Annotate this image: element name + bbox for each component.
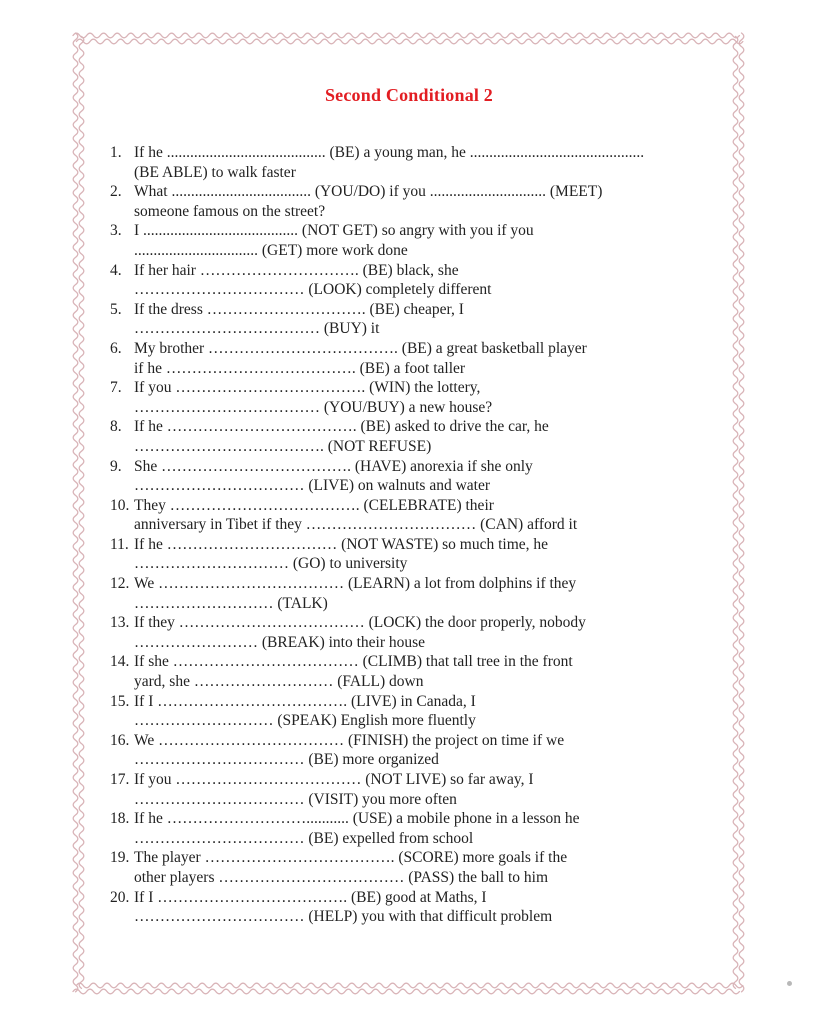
item-line: If her hair …………………………. (BE) black, she (134, 261, 459, 279)
item-line: We ……………………………… (LEARN) a lot from dolphins if they (134, 575, 577, 593)
item-line: If they ……………………………… (LOCK) the door properly, nobody (134, 614, 586, 632)
item-number: 8. (110, 418, 122, 436)
exercise-item (110, 535, 726, 574)
item-number: 7. (110, 379, 122, 397)
border-wave-line (79, 36, 84, 988)
exercise-item (110, 888, 726, 927)
item-line: ……………………………… (YOU/BUY) a new house? (134, 398, 493, 416)
item-line: ................................ (GET) more work done (134, 241, 408, 259)
item-line: other players ……………………………… (PASS) the ball to him (134, 868, 549, 886)
exercise-item (110, 574, 726, 613)
exercise-list (110, 143, 726, 927)
exercise-item (110, 496, 726, 535)
item-number: 2. (110, 183, 122, 201)
item-line: If she ……………………………… (CLIMB) that tall tree in the front (134, 653, 573, 671)
item-line: If he ………………………………. (BE) asked to drive the car, he (134, 418, 549, 436)
exercise-item (110, 143, 726, 182)
exercise-item (110, 378, 726, 417)
item-number: 11. (110, 535, 129, 553)
exercise-item (110, 339, 726, 378)
item-number: 15. (110, 692, 130, 710)
border-wave-line (76, 39, 742, 44)
item-number: 10. (110, 496, 130, 514)
item-line: If I ………………………………. (BE) good at Maths, I (134, 888, 487, 906)
item-line: If he …………………………… (NOT WASTE) so much time, he (134, 535, 549, 553)
item-line: yard, she ……………………… (FALL) down (134, 673, 424, 691)
exercise-item (110, 182, 726, 221)
exercise-item (110, 770, 726, 809)
exercise-item (110, 300, 726, 339)
item-number: 9. (110, 457, 122, 475)
item-line: …………………………… (LOOK) completely different (134, 281, 492, 299)
border-wave-line (739, 33, 744, 992)
border-wave-line (73, 989, 739, 994)
exercise-item (110, 848, 726, 887)
item-number: 18. (110, 810, 130, 828)
scan-artifact-dot (787, 981, 792, 986)
item-line: …………………………… (VISIT) you more often (134, 790, 457, 808)
exercise-item (110, 652, 726, 691)
item-line: ……………………… (SPEAK) English more fluently (134, 712, 476, 730)
item-line: If you ………………………………. (WIN) the lottery, (134, 379, 481, 397)
border-wave-line (76, 983, 742, 988)
item-line: …………………………… (LIVE) on walnuts and water (134, 477, 491, 495)
item-line: If I ………………………………. (LIVE) in Canada, I (134, 692, 476, 710)
item-number: 20. (110, 888, 130, 906)
exercise-item (110, 692, 726, 731)
item-number: 17. (110, 771, 130, 788)
border-wave-line (73, 33, 739, 38)
exercise-item (110, 261, 726, 300)
item-line: anniversary in Tibet if they …………………………… (CAN) afford it (134, 516, 578, 534)
item-number: 5. (110, 300, 122, 318)
item-number: 3. (110, 222, 122, 240)
exercise-item (110, 613, 726, 652)
item-line: …………………………… (BE) expelled from school (134, 829, 474, 847)
item-line: If he ………………………........... (USE) a mobile phone in a lesson he (134, 810, 580, 828)
exercise-item (110, 221, 726, 260)
item-line: ………………………… (GO) to university (134, 555, 408, 573)
item-line: …………………………… (BE) more organized (134, 751, 439, 769)
item-number: 6. (110, 339, 122, 357)
item-number: 12. (110, 575, 130, 593)
item-number: 14. (110, 653, 130, 671)
border-wave-line (73, 33, 78, 992)
exercise-item (110, 417, 726, 456)
item-line: The player ………………………………. (SCORE) more goals if the (134, 849, 568, 867)
page-title: Second Conditional 2 (324, 85, 494, 105)
exercise-item (110, 457, 726, 496)
item-line: (BE ABLE) to walk faster (134, 163, 296, 181)
item-line: They ………………………………. (CELEBRATE) their (134, 496, 494, 514)
item-line: My brother ………………………………. (BE) a great basketball player (134, 339, 587, 357)
item-line: if he ………………………………. (BE) a foot taller (134, 359, 466, 377)
item-line: I ........................................ (NOT GET) so angry with you if you (134, 222, 534, 240)
item-line: If you ……………………………… (NOT LIVE) so far away, I (134, 771, 534, 788)
item-line: someone famous on the street? (134, 202, 326, 220)
item-number: 19. (110, 849, 130, 867)
exercise-item (110, 809, 726, 848)
item-line: ………………………………. (NOT REFUSE) (134, 437, 432, 455)
item-line: What .................................... (YOU/DO) if you .............................. (MEET) (134, 183, 603, 201)
item-line: …………………… (BREAK) into their house (134, 633, 426, 651)
exercise-item (110, 731, 726, 770)
item-line: We ……………………………… (FINISH) the project on time if we (134, 731, 565, 749)
border-wave-line (733, 36, 738, 988)
item-number: 13. (110, 614, 130, 632)
item-number: 16. (110, 731, 130, 749)
item-number: 4. (110, 261, 122, 279)
item-line: ……………………………… (BUY) it (134, 320, 380, 338)
item-line: She ………………………………. (HAVE) anorexia if she only (134, 457, 533, 475)
item-number: 1. (110, 144, 122, 161)
item-line: If the dress …………………………. (BE) cheaper, I (134, 300, 464, 318)
item-line: If he ......................................... (BE) a young man, he ............................................. (134, 144, 645, 161)
item-line: ……………………… (TALK) (134, 594, 328, 612)
item-line: …………………………… (HELP) you with that difficult problem (134, 908, 553, 926)
